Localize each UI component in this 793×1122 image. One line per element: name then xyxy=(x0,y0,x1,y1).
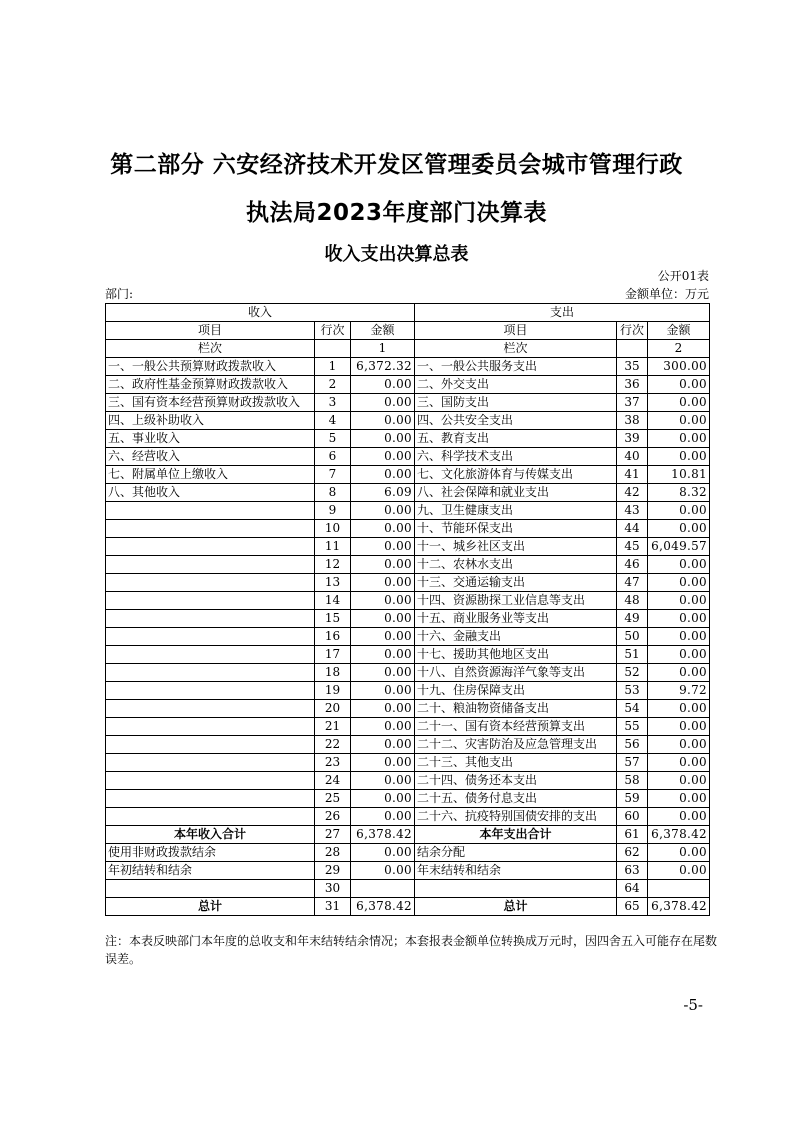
expense-item-cell: 二十一、国有资本经营预算支出 xyxy=(415,718,617,736)
income-amount-cell: 0.00 xyxy=(351,844,415,862)
expense-amount-cell: 0.00 xyxy=(648,754,710,772)
income-item-cell xyxy=(106,700,315,718)
income-row-no-header: 行次 xyxy=(315,322,351,340)
expense-row-no-cell: 39 xyxy=(617,430,648,448)
income-row-no-cell: 4 xyxy=(315,412,351,430)
income-item-cell xyxy=(106,628,315,646)
table-row xyxy=(106,772,710,790)
income-amount-cell: 0.00 xyxy=(351,592,415,610)
income-row-no-cell: 23 xyxy=(315,754,351,772)
table-row xyxy=(106,520,710,538)
income-item-cell: 使用非财政拨款结余 xyxy=(106,844,315,862)
income-amount-cell: 0.00 xyxy=(351,628,415,646)
table-row xyxy=(106,358,710,376)
expense-item-cell: 二十五、债务付息支出 xyxy=(415,790,617,808)
income-item-cell xyxy=(106,502,315,520)
table-row xyxy=(106,790,710,808)
income-item-cell: 一、一般公共预算财政拨款收入 xyxy=(106,358,315,376)
income-amount-cell: 0.00 xyxy=(351,718,415,736)
table-row xyxy=(106,880,710,898)
expense-item-cell: 二十三、其他支出 xyxy=(415,754,617,772)
income-amount-cell: 0.00 xyxy=(351,466,415,484)
income-item-cell xyxy=(106,592,315,610)
income-row-no-cell: 30 xyxy=(315,880,351,898)
expense-amount-cell: 0.00 xyxy=(648,736,710,754)
income-row-no-cell: 9 xyxy=(315,502,351,520)
table-row xyxy=(106,700,710,718)
page-number: -5- xyxy=(683,996,703,1014)
table-row xyxy=(106,808,710,826)
table-row xyxy=(106,574,710,592)
income-amount-cell: 0.00 xyxy=(351,610,415,628)
expense-item-cell: 年末结转和结余 xyxy=(415,862,617,880)
expense-item-cell: 本年支出合计 xyxy=(415,826,617,844)
expense-row-no-cell: 55 xyxy=(617,718,648,736)
table-row xyxy=(106,898,710,916)
expense-col-label: 栏次 xyxy=(415,340,617,358)
expense-amount-cell: 0.00 xyxy=(648,862,710,880)
expense-row-no-cell: 65 xyxy=(617,898,648,916)
expense-item-cell: 总计 xyxy=(415,898,617,916)
income-row-no-cell: 13 xyxy=(315,574,351,592)
income-item-cell xyxy=(106,610,315,628)
income-row-no-cell: 18 xyxy=(315,664,351,682)
income-amount-cell: 6,378.42 xyxy=(351,898,415,916)
expense-row-no-cell: 46 xyxy=(617,556,648,574)
income-row-no-cell: 21 xyxy=(315,718,351,736)
table-row xyxy=(106,862,710,880)
table-body xyxy=(106,304,710,916)
income-item-cell xyxy=(106,664,315,682)
expense-row-no-cell: 64 xyxy=(617,880,648,898)
table-row xyxy=(106,592,710,610)
table-row xyxy=(106,664,710,682)
expense-amount-cell: 10.81 xyxy=(648,466,710,484)
income-item-cell: 三、国有资本经营预算财政拨款收入 xyxy=(106,394,315,412)
income-row-no-cell: 25 xyxy=(315,790,351,808)
expense-row-no-cell: 47 xyxy=(617,574,648,592)
income-row-no-cell: 7 xyxy=(315,466,351,484)
income-row-no-cell: 26 xyxy=(315,808,351,826)
department-label: 部门: xyxy=(105,287,134,301)
income-amount-cell: 0.00 xyxy=(351,430,415,448)
expense-item-cell: 七、文化旅游体育与传媒支出 xyxy=(415,466,617,484)
expense-amount-cell: 0.00 xyxy=(648,610,710,628)
table-row xyxy=(106,484,710,502)
expense-row-no-cell: 59 xyxy=(617,790,648,808)
document-title-line-2: 执法局2023年度部门决算表 xyxy=(245,200,547,226)
income-amount-cell: 0.00 xyxy=(351,394,415,412)
income-item-cell xyxy=(106,718,315,736)
expense-row-no-cell: 45 xyxy=(617,538,648,556)
expense-row-no-cell: 51 xyxy=(617,646,648,664)
table-row xyxy=(106,556,710,574)
expense-item-cell: 五、教育支出 xyxy=(415,430,617,448)
table-row xyxy=(106,376,710,394)
income-amount-cell: 0.00 xyxy=(351,412,415,430)
income-amount-cell: 0.00 xyxy=(351,772,415,790)
expense-amount-cell: 0.00 xyxy=(648,592,710,610)
expense-amount-cell: 0.00 xyxy=(648,520,710,538)
document-title-line-1: 第二部分 六安经济技术开发区管理委员会城市管理行政 xyxy=(110,152,683,178)
expense-amount-cell: 0.00 xyxy=(648,718,710,736)
expense-row-no-cell: 63 xyxy=(617,862,648,880)
expense-section-header: 支出 xyxy=(415,304,710,322)
income-row-no-cell: 19 xyxy=(315,682,351,700)
income-item-cell: 四、上级补助收入 xyxy=(106,412,315,430)
expense-amount-cell: 0.00 xyxy=(648,574,710,592)
income-row-no-cell: 12 xyxy=(315,556,351,574)
income-row-no-cell: 14 xyxy=(315,592,351,610)
expense-item-cell: 二、外交支出 xyxy=(415,376,617,394)
expense-amount-cell: 0.00 xyxy=(648,790,710,808)
expense-amount-cell: 0.00 xyxy=(648,448,710,466)
income-row-no-cell: 28 xyxy=(315,844,351,862)
table-row xyxy=(106,610,710,628)
expense-row-no-cell: 58 xyxy=(617,772,648,790)
table-row xyxy=(106,718,710,736)
income-amount-cell: 6,378.42 xyxy=(351,826,415,844)
expense-amount-cell: 0.00 xyxy=(648,394,710,412)
income-item-cell: 五、事业收入 xyxy=(106,430,315,448)
income-item-cell xyxy=(106,808,315,826)
expense-row-no-cell: 62 xyxy=(617,844,648,862)
income-row-no-cell: 2 xyxy=(315,376,351,394)
expense-item-header: 项目 xyxy=(415,322,617,340)
table-row xyxy=(106,646,710,664)
expense-amount-cell: 8.32 xyxy=(648,484,710,502)
table-row xyxy=(106,826,710,844)
income-row-no-cell: 20 xyxy=(315,700,351,718)
expense-row-no-cell: 43 xyxy=(617,502,648,520)
income-item-cell xyxy=(106,880,315,898)
income-amount-cell: 0.00 xyxy=(351,520,415,538)
income-item-cell: 总计 xyxy=(106,898,315,916)
footnote: 注：本表反映部门本年度的总收支和年末结转结余情况；本套报表金额单位转换成万元时，因四舍五入可能存在尾数误差。 xyxy=(105,934,718,966)
table-row xyxy=(106,502,710,520)
expense-item-cell: 三、国防支出 xyxy=(415,394,617,412)
income-item-cell: 二、政府性基金预算财政拨款收入 xyxy=(106,376,315,394)
income-item-cell xyxy=(106,772,315,790)
income-amount-cell: 0.00 xyxy=(351,808,415,826)
expense-item-cell: 十一、城乡社区支出 xyxy=(415,538,617,556)
expense-item-cell: 十五、商业服务业等支出 xyxy=(415,610,617,628)
table-subtitle: 收入支出决算总表 xyxy=(324,244,469,265)
expense-row-no-cell: 41 xyxy=(617,466,648,484)
table-row xyxy=(106,394,710,412)
expense-item-cell: 十七、援助其他地区支出 xyxy=(415,646,617,664)
income-amount-cell xyxy=(351,880,415,898)
expense-row-no-cell: 35 xyxy=(617,358,648,376)
expense-item-cell: 二十四、债务还本支出 xyxy=(415,772,617,790)
table-row xyxy=(106,682,710,700)
expense-item-cell: 一、一般公共服务支出 xyxy=(415,358,617,376)
income-amount-cell: 6.09 xyxy=(351,484,415,502)
expense-row-no-cell: 50 xyxy=(617,628,648,646)
header-row-sections xyxy=(106,304,710,322)
table-row xyxy=(106,448,710,466)
income-item-cell xyxy=(106,754,315,772)
expense-amount-cell: 0.00 xyxy=(648,502,710,520)
expense-row-no-cell: 49 xyxy=(617,610,648,628)
expense-item-cell: 二十二、灾害防治及应急管理支出 xyxy=(415,736,617,754)
income-col-label: 栏次 xyxy=(106,340,315,358)
table-row xyxy=(106,412,710,430)
income-item-header: 项目 xyxy=(106,322,315,340)
expense-amount-cell: 0.00 xyxy=(648,700,710,718)
expense-amount-cell: 0.00 xyxy=(648,646,710,664)
expense-item-cell: 十三、交通运输支出 xyxy=(415,574,617,592)
expense-row-no-cell: 53 xyxy=(617,682,648,700)
table-row xyxy=(106,466,710,484)
income-item-cell xyxy=(106,556,315,574)
income-amount-header: 金额 xyxy=(351,322,415,340)
expense-row-no-cell: 38 xyxy=(617,412,648,430)
expense-item-cell: 十八、自然资源海洋气象等支出 xyxy=(415,664,617,682)
income-item-cell: 本年收入合计 xyxy=(106,826,315,844)
income-item-cell xyxy=(106,790,315,808)
income-amount-cell: 6,372.32 xyxy=(351,358,415,376)
expense-col-blank xyxy=(617,340,648,358)
expense-row-no-cell: 52 xyxy=(617,664,648,682)
income-item-cell: 八、其他收入 xyxy=(106,484,315,502)
income-col-blank xyxy=(315,340,351,358)
income-item-cell xyxy=(106,646,315,664)
expense-amount-cell: 0.00 xyxy=(648,376,710,394)
expense-item-cell: 四、公共安全支出 xyxy=(415,412,617,430)
form-code: 公开01表 xyxy=(657,269,709,283)
expense-col-index: 2 xyxy=(648,340,710,358)
expense-row-no-cell: 42 xyxy=(617,484,648,502)
expense-amount-cell: 0.00 xyxy=(648,628,710,646)
amount-unit-label: 金额单位：万元 xyxy=(624,287,709,301)
income-row-no-cell: 27 xyxy=(315,826,351,844)
expense-row-no-cell: 37 xyxy=(617,394,648,412)
income-amount-cell: 0.00 xyxy=(351,700,415,718)
expense-row-no-cell: 54 xyxy=(617,700,648,718)
income-amount-cell: 0.00 xyxy=(351,790,415,808)
income-row-no-cell: 22 xyxy=(315,736,351,754)
income-row-no-cell: 10 xyxy=(315,520,351,538)
income-item-cell xyxy=(106,736,315,754)
expense-amount-cell: 300.00 xyxy=(648,358,710,376)
income-expense-table xyxy=(105,303,710,916)
income-item-cell: 年初结转和结余 xyxy=(106,862,315,880)
expense-item-cell: 十六、金融支出 xyxy=(415,628,617,646)
expense-item-cell: 八、社会保障和就业支出 xyxy=(415,484,617,502)
table-row xyxy=(106,736,710,754)
header-row-columns xyxy=(106,322,710,340)
expense-item-cell: 十九、住房保障支出 xyxy=(415,682,617,700)
income-row-no-cell: 8 xyxy=(315,484,351,502)
expense-item-cell: 二十六、抗疫特别国债安排的支出 xyxy=(415,808,617,826)
income-row-no-cell: 15 xyxy=(315,610,351,628)
income-row-no-cell: 11 xyxy=(315,538,351,556)
income-row-no-cell: 17 xyxy=(315,646,351,664)
expense-item-cell: 九、卫生健康支出 xyxy=(415,502,617,520)
income-row-no-cell: 16 xyxy=(315,628,351,646)
income-row-no-cell: 5 xyxy=(315,430,351,448)
expense-amount-cell: 0.00 xyxy=(648,664,710,682)
income-amount-cell: 0.00 xyxy=(351,502,415,520)
expense-item-cell: 结余分配 xyxy=(415,844,617,862)
expense-row-no-cell: 61 xyxy=(617,826,648,844)
income-amount-cell: 0.00 xyxy=(351,376,415,394)
expense-item-cell: 六、科学技术支出 xyxy=(415,448,617,466)
expense-item-cell: 十、节能环保支出 xyxy=(415,520,617,538)
table-row xyxy=(106,844,710,862)
table-row xyxy=(106,430,710,448)
income-row-no-cell: 29 xyxy=(315,862,351,880)
income-item-cell xyxy=(106,538,315,556)
expense-amount-cell: 9.72 xyxy=(648,682,710,700)
income-row-no-cell: 6 xyxy=(315,448,351,466)
income-item-cell xyxy=(106,520,315,538)
expense-amount-cell: 6,378.42 xyxy=(648,898,710,916)
expense-item-cell: 十二、农林水支出 xyxy=(415,556,617,574)
income-amount-cell: 0.00 xyxy=(351,754,415,772)
expense-amount-cell: 6,049.57 xyxy=(648,538,710,556)
income-row-no-cell: 1 xyxy=(315,358,351,376)
expense-row-no-cell: 40 xyxy=(617,448,648,466)
expense-amount-cell: 0.00 xyxy=(648,844,710,862)
income-item-cell: 六、经营收入 xyxy=(106,448,315,466)
expense-amount-cell: 0.00 xyxy=(648,556,710,574)
income-item-cell: 七、附属单位上缴收入 xyxy=(106,466,315,484)
income-row-no-cell: 24 xyxy=(315,772,351,790)
table-row xyxy=(106,754,710,772)
income-section-header: 收入 xyxy=(106,304,415,322)
expense-item-cell: 二十、粮油物资储备支出 xyxy=(415,700,617,718)
income-amount-cell: 0.00 xyxy=(351,682,415,700)
income-amount-cell: 0.00 xyxy=(351,736,415,754)
expense-row-no-header: 行次 xyxy=(617,322,648,340)
expense-amount-cell: 0.00 xyxy=(648,412,710,430)
table-row xyxy=(106,628,710,646)
expense-row-no-cell: 48 xyxy=(617,592,648,610)
expense-row-no-cell: 56 xyxy=(617,736,648,754)
expense-amount-header: 金额 xyxy=(648,322,710,340)
income-amount-cell: 0.00 xyxy=(351,538,415,556)
income-amount-cell: 0.00 xyxy=(351,556,415,574)
income-amount-cell: 0.00 xyxy=(351,646,415,664)
expense-amount-cell xyxy=(648,880,710,898)
income-amount-cell: 0.00 xyxy=(351,862,415,880)
expense-row-no-cell: 44 xyxy=(617,520,648,538)
income-amount-cell: 0.00 xyxy=(351,448,415,466)
income-row-no-cell: 31 xyxy=(315,898,351,916)
income-row-no-cell: 3 xyxy=(315,394,351,412)
expense-amount-cell: 6,378.42 xyxy=(648,826,710,844)
table-row xyxy=(106,538,710,556)
income-amount-cell: 0.00 xyxy=(351,664,415,682)
expense-row-no-cell: 57 xyxy=(617,754,648,772)
header-row-col-index xyxy=(106,340,710,358)
income-item-cell xyxy=(106,682,315,700)
income-item-cell xyxy=(106,574,315,592)
expense-item-cell xyxy=(415,880,617,898)
expense-row-no-cell: 60 xyxy=(617,808,648,826)
expense-item-cell: 十四、资源勘探工业信息等支出 xyxy=(415,592,617,610)
expense-amount-cell: 0.00 xyxy=(648,808,710,826)
income-col-index: 1 xyxy=(351,340,415,358)
income-amount-cell: 0.00 xyxy=(351,574,415,592)
expense-row-no-cell: 36 xyxy=(617,376,648,394)
expense-amount-cell: 0.00 xyxy=(648,430,710,448)
expense-amount-cell: 0.00 xyxy=(648,772,710,790)
